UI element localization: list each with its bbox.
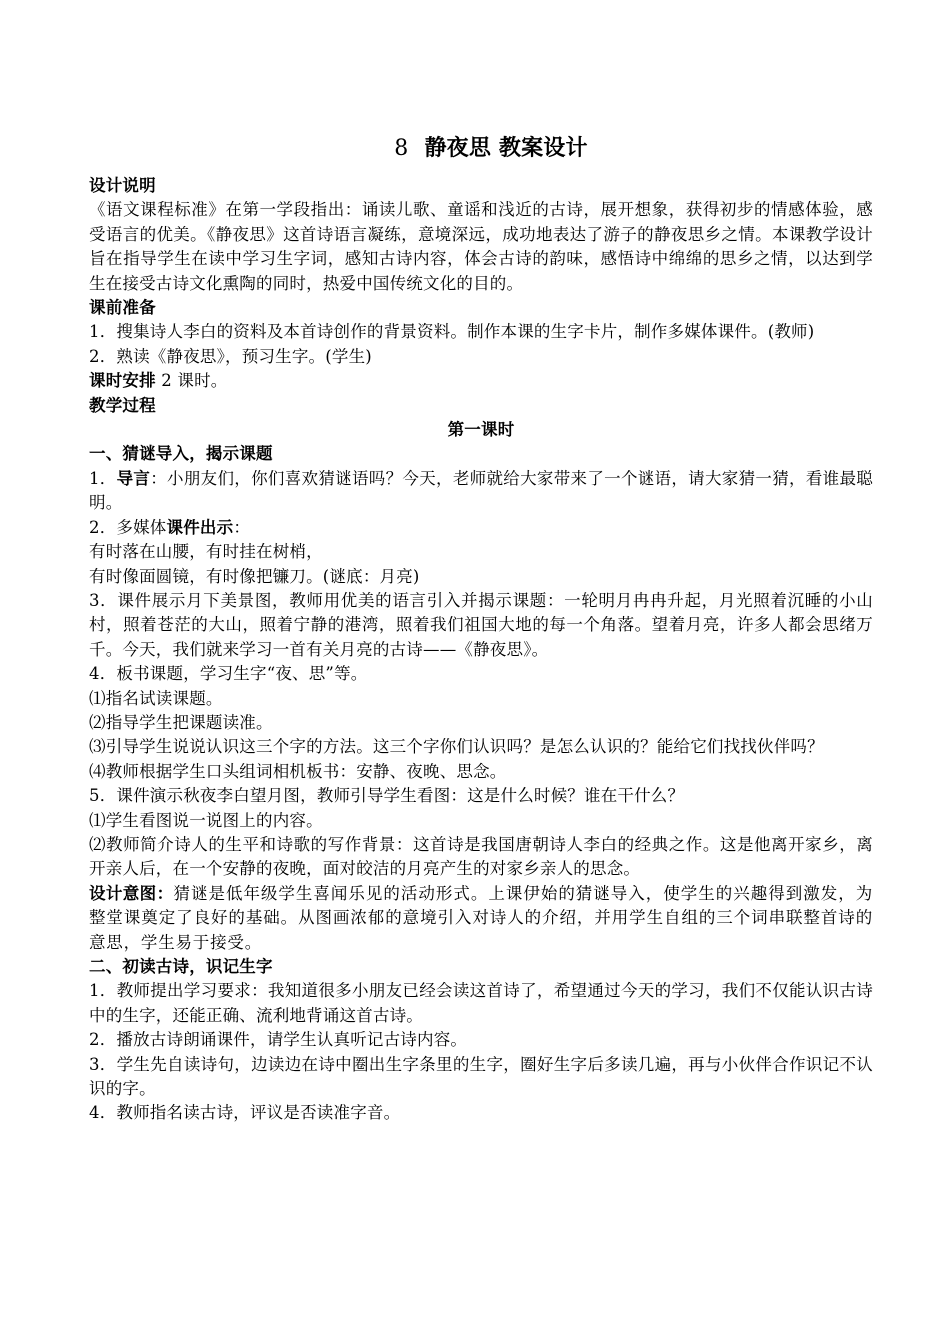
prep-item-1: 1．搜集诗人李白的资料及本首诗创作的背景资料。制作本课的生字卡片，制作多媒体课件。(教师) [89, 322, 815, 342]
page-title [109, 134, 873, 164]
schedule-line [89, 369, 873, 393]
title-text: 静夜思 教案设计 [424, 136, 588, 161]
prep-item-2: 2．熟读《静夜思》，预习生字。(学生) [89, 346, 372, 366]
step-1-4-3: ⑶引导学生说说认识这三个字的方法。这三个字你们认识吗？是怎么认识的？能给它们找找伙伴吗？ [89, 737, 824, 757]
step-1-5-2: ⑵教师简介诗人的生平和诗歌的写作背景：这首诗是我国唐朝诗人李白的经典之作。这是他离开家乡，离开亲人后，在一个安静的夜晚，面对皎洁的月亮产生的对家乡亲人的思念。 [89, 834, 873, 879]
step-1-4-4: ⑷教师根据学生口头组词相机板书：安静、夜晚、思念。 [89, 761, 507, 781]
step-1-4-2: ⑵指导学生把课题读准。 [89, 712, 273, 732]
step-1-3: 3．课件展示月下美景图，教师用优美的语言引入并揭示课题：一轮明月冉冉升起，月光照着沉睡的小山村，照着苍茫的大山，照着宁静的港湾，照着我们祖国大地的每一个角落。望着月亮，许多人都会思绪万千。今天，我们就来学习一首有关月亮的古诗——《静夜思》。 [89, 590, 873, 659]
step-1-1-num: 1． [89, 468, 117, 488]
design-intent-text: 猜谜是低年级学生喜闻乐见的活动形式。上课伊始的猜谜导入，使学生的兴趣得到激发，为整堂课奠定了良好的基础。从图画浓郁的意境引入对诗人的介绍，并用学生自组的三个词串联整首诗的意思，学生易于接受。 [89, 883, 874, 952]
step-1-4-1: ⑴指名试读课题。 [89, 688, 223, 708]
design-paragraph: 《语文课程标准》在第一学段指出：诵读儿歌、童谣和浅近的古诗，展开想象，获得初步的情感体验，感受语言的优美。《静夜思》这首诗语言凝练，意境深远，成功地表达了游子的静夜思乡之情。本课教学设计旨在指导学生在读中学习生字词，感知古诗内容，体会古诗的韵味，感悟诗中绵绵的思乡之情，以达到学生在接受古诗文化熏陶的同时，热爱中国传统文化的目的。 [89, 200, 873, 293]
step-2-4: 4．教师指名读古诗，评议是否读准字音。 [89, 1103, 401, 1123]
step-2-3: 3．学生先自读诗句，边读边在诗中圈出生字条里的生字，圈好生字后多读几遍，再与小伙伴合作识记不认识的字。 [89, 1054, 873, 1099]
heading-prep: 课前准备 [89, 298, 156, 318]
riddle-line-2: 有时像面圆镜，有时像把镰刀。(谜底：月亮) [89, 566, 420, 586]
step-1-2-suffix: ： [233, 517, 251, 537]
heading-design: 设计说明 [89, 176, 156, 195]
lesson-heading: 第一课时 [447, 420, 515, 440]
document-body [89, 134, 873, 1126]
part-2-heading: 二、初读古诗，识记生字 [89, 957, 273, 976]
step-2-1: 1．教师提出学习要求：我知道很多小朋友已经会读这首诗了，希望通过今天的学习，我们不仅能认识古诗中的生字，还能正确、流利地背诵这首古诗。 [89, 981, 873, 1025]
step-1-5-1: ⑴学生看图说一说图上的内容。 [89, 810, 323, 830]
heading-process: 教学过程 [89, 395, 156, 415]
design-intent [89, 882, 873, 955]
schedule-text: 2 课时。 [155, 371, 228, 391]
step-1-5: 5．课件演示秋夜李白望月图，教师引导学生看图：这是什么时候？谁在干什么？ [89, 786, 685, 806]
step-1-4: 4．板书课题，学习生字“夜、思”等。 [89, 664, 368, 684]
step-1-2 [89, 516, 873, 540]
part-1-heading: 一、猜谜导入，揭示课题 [89, 444, 273, 464]
schedule-label: 课时安排 [89, 371, 156, 391]
step-1-2-bold: 课件出示 [166, 517, 234, 537]
step-1-1-text: ：小朋友们，你们喜欢猜谜语吗？今天，老师就给大家带来了一个谜语，请大家猜一猜，看谁最聪明。 [89, 468, 873, 513]
riddle-line-1: 有时落在山腰，有时挂在树梢， [89, 542, 323, 562]
step-2-2: 2．播放古诗朗诵课件，请学生认真听记古诗内容。 [89, 1030, 468, 1050]
design-intent-label: 设计意图： [89, 883, 174, 903]
step-1-1 [89, 467, 873, 516]
title-number: 8 [394, 136, 409, 161]
step-1-2-prefix: 2．多媒体 [89, 517, 167, 537]
step-1-1-bold: 导言 [116, 468, 151, 488]
